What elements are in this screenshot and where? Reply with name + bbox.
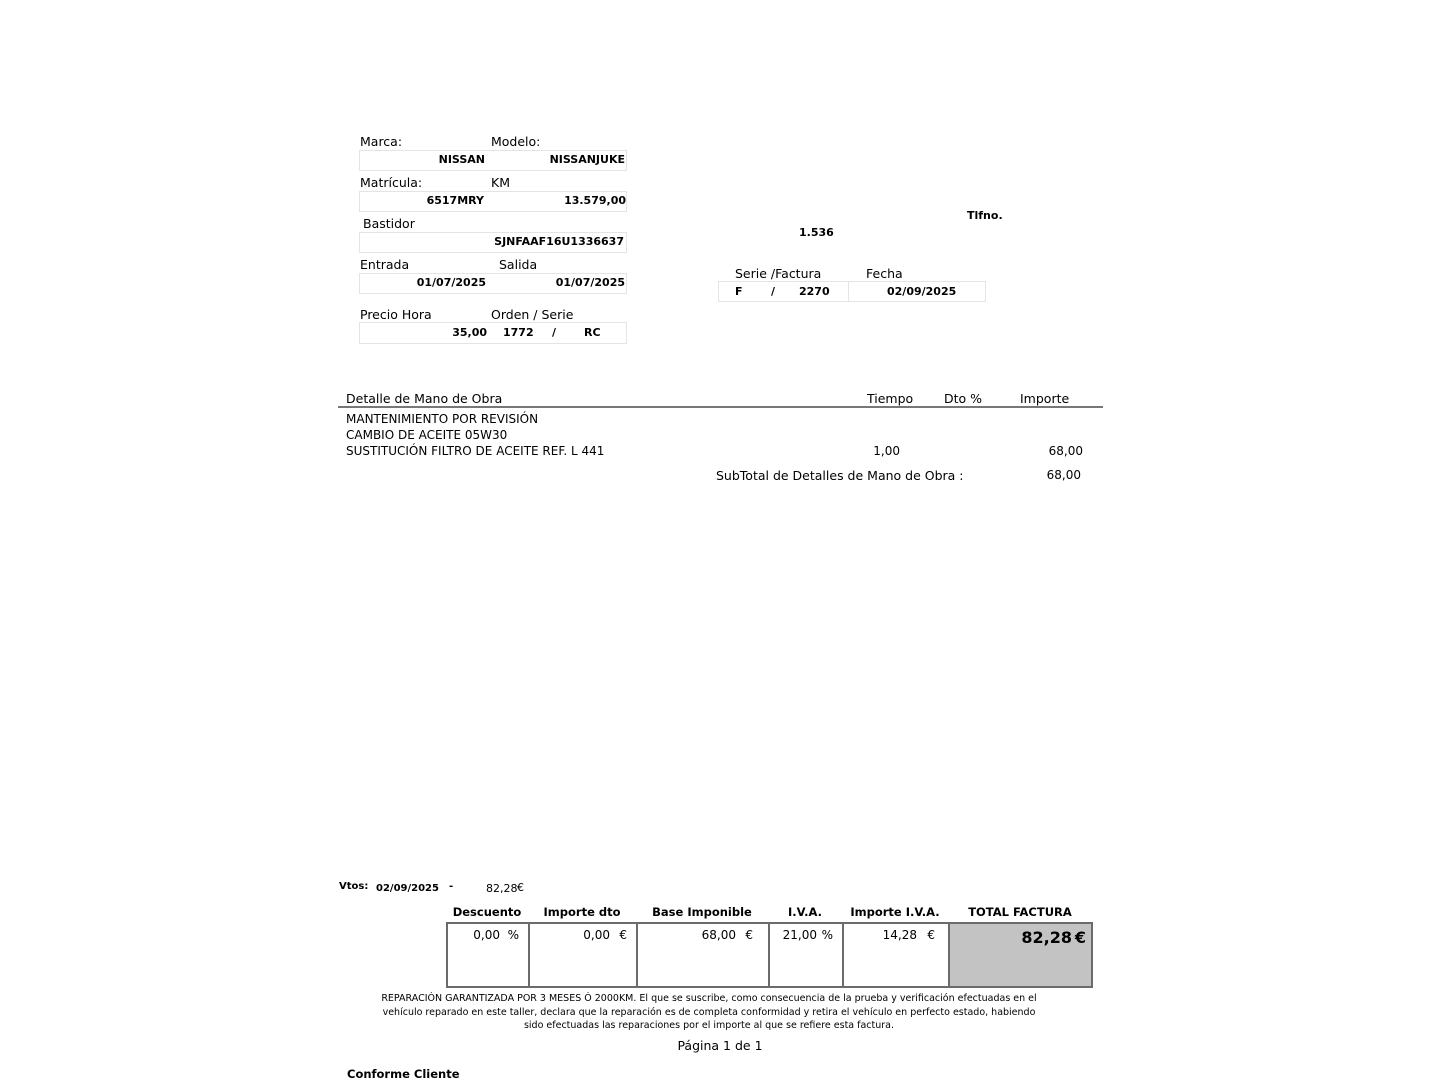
totals-header-importe-iva: Importe I.V.A. bbox=[850, 905, 940, 919]
total-factura-cell bbox=[948, 922, 1093, 988]
totals-header-descuento: Descuento bbox=[452, 905, 522, 919]
labor-header-importe: Importe bbox=[1020, 391, 1070, 406]
importe-dto-cell bbox=[528, 922, 638, 988]
base-value: 68,00 bbox=[701, 928, 736, 942]
matricula-label: Matrícula: bbox=[360, 175, 423, 190]
salida-label: Salida bbox=[499, 257, 538, 272]
labor-line-tiempo: 1,00 bbox=[873, 444, 900, 458]
labor-header-tiempo: Tiempo bbox=[867, 391, 914, 406]
totals-header-iva: I.V.A. bbox=[788, 905, 822, 919]
serie-factura-label: Serie /Factura bbox=[735, 266, 822, 281]
km-label: KM bbox=[491, 175, 510, 190]
modelo-label: Modelo: bbox=[491, 134, 541, 149]
iva-value: 21,00 bbox=[782, 928, 817, 942]
invoice-serie: F bbox=[735, 285, 743, 298]
importe-iva-cell bbox=[842, 922, 950, 988]
totals-header-base: Base Imponible bbox=[652, 905, 752, 919]
totals-header-importe-dto: Importe dto bbox=[543, 905, 621, 919]
legal-line: sido efectuadas las reparaciones por el importe al que se refiere esta factura. bbox=[523, 1020, 895, 1031]
vtos-currency: € bbox=[517, 881, 524, 894]
descuento-unit: % bbox=[507, 928, 519, 942]
total-factura-unit: € bbox=[1074, 928, 1086, 947]
labor-line-importe: 68,00 bbox=[1048, 444, 1083, 458]
labor-line-text: SUSTITUCIÓN FILTRO DE ACEITE REF. L 441 bbox=[346, 444, 605, 458]
importe-iva-unit: € bbox=[927, 928, 935, 942]
base-unit: € bbox=[745, 928, 753, 942]
labor-line-text: MANTENIMIENTO POR REVISIÓN bbox=[346, 412, 539, 426]
fecha-label: Fecha bbox=[866, 266, 903, 281]
km-value: 13.579,00 bbox=[564, 194, 626, 207]
importe-iva-value: 14,28 bbox=[882, 928, 917, 942]
importe-dto-value: 0,00 bbox=[583, 928, 610, 942]
importe-dto-unit: € bbox=[619, 928, 627, 942]
labor-header-dto: Dto % bbox=[944, 391, 983, 406]
invoice-separator: / bbox=[771, 285, 776, 298]
orden-value: 1772 bbox=[503, 326, 534, 339]
invoice-number: 2270 bbox=[799, 285, 830, 298]
vtos-date: 02/09/2025 bbox=[376, 883, 439, 894]
labor-subtotal-label: SubTotal de Detalles de Mano de Obra : bbox=[716, 468, 964, 483]
descuento-value: 0,00 bbox=[473, 928, 500, 942]
marca-value: NISSAN bbox=[438, 153, 485, 166]
labor-subtotal-value: 68,00 bbox=[1046, 468, 1081, 482]
total-factura-value: 82,28 bbox=[1021, 928, 1072, 947]
orden-separator: / bbox=[552, 326, 557, 339]
matricula-value: 6517MRY bbox=[426, 194, 484, 207]
iva-cell bbox=[768, 922, 844, 988]
conforme-cliente-label: Conforme Cliente bbox=[347, 1067, 460, 1081]
vtos-amount: 82,28 bbox=[486, 882, 518, 895]
labor-line-text: CAMBIO DE ACEITE 05W30 bbox=[346, 428, 508, 442]
entrada-value: 01/07/2025 bbox=[416, 276, 486, 289]
bastidor-label: Bastidor bbox=[363, 216, 415, 231]
precio-hora-label: Precio Hora bbox=[360, 307, 432, 322]
descuento-cell bbox=[446, 922, 530, 988]
vtos-label: Vtos: bbox=[339, 881, 369, 892]
precio-hora-value: 35,00 bbox=[452, 326, 487, 339]
orden-serie-label: Orden / Serie bbox=[491, 307, 574, 322]
marca-label: Marca: bbox=[360, 134, 403, 149]
orden-serie-value: RC bbox=[584, 326, 601, 339]
iva-unit: % bbox=[821, 928, 833, 942]
salida-value: 01/07/2025 bbox=[555, 276, 625, 289]
invoice-date: 02/09/2025 bbox=[887, 285, 957, 298]
base-cell bbox=[636, 922, 770, 988]
legal-line: REPARACIÓN GARANTIZADA POR 3 MESES Ó 2000KM. El que se suscribe, como consecuencia de la prueba y verificación efectuadas en el bbox=[381, 993, 1037, 1004]
entrada-label: Entrada bbox=[360, 257, 410, 272]
labor-header-detalle: Detalle de Mano de Obra bbox=[346, 391, 503, 406]
invoice-box-divider bbox=[848, 281, 849, 302]
tlfno-label: Tlfno. bbox=[967, 209, 1003, 222]
modelo-value: NISSANJUKE bbox=[549, 153, 625, 166]
legal-text bbox=[360, 992, 1058, 1032]
client-code: 1.536 bbox=[799, 226, 834, 239]
labor-header-rule bbox=[338, 406, 1103, 408]
bastidor-value: SJNFAAF16U1336637 bbox=[494, 235, 624, 248]
legal-line: vehículo reparado en este taller, declara que la reparación es de completa conformidad y retira el vehículo en perfecto estado, habiendo bbox=[382, 1006, 1036, 1018]
totals-header-total: TOTAL FACTURA bbox=[968, 905, 1072, 919]
vtos-dash: - bbox=[449, 881, 454, 892]
page-number: Página 1 de 1 bbox=[677, 1038, 763, 1053]
